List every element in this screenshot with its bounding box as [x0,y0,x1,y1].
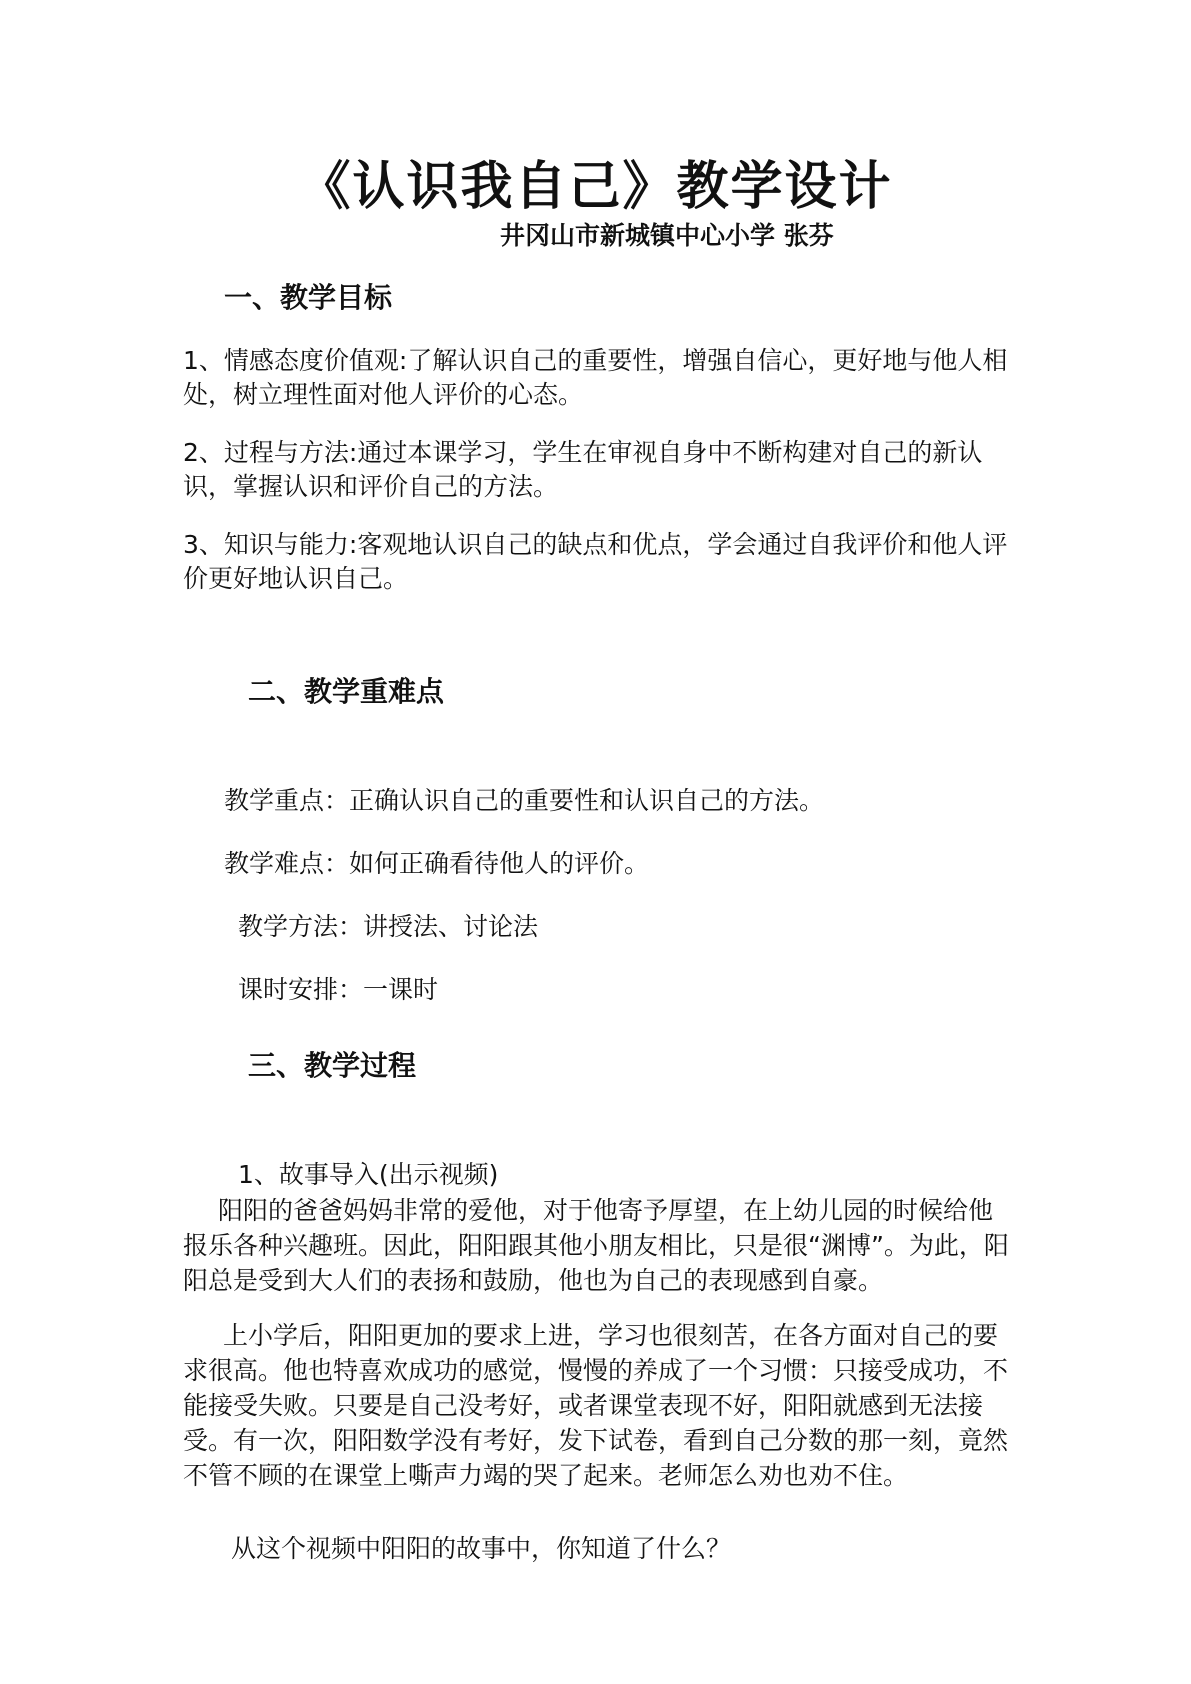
objective-item-1: 1、情感态度价值观:了解认识自己的重要性，增强自信心，更好地与他人相处，树立理性面对他人评价的心态。 [183,346,1008,409]
teaching-method-line: 教学方法：讲授法、讨论法 [238,912,539,941]
story-paragraph-1: 阳阳的爸爸妈妈非常的爱他，对于他寄予厚望，在上幼儿园的时候给他报乐各种兴趣班。因此，阳阳跟其他小朋友相比，只是很“渊博”。为此，阳阳总是受到大人们的表扬和鼓励，他也为自己的表现感到自豪。 [183,1196,1009,1295]
section-heading-process: 三、教学过程 [248,1049,417,1082]
story-question: 从这个视频中阳阳的故事中，你知道了什么？ [231,1534,732,1563]
key-point-line: 教学重点：正确认识自己的重要性和认识自己的方法。 [224,786,825,815]
document-title: 《认识我自己》教学设计 [298,157,893,217]
story-paragraph-2: 上小学后，阳阳更加的要求上进，学习也很刻苦，在各方面对自己的要求很高。他也特喜欢成功的感觉，慢慢的养成了一个习惯：只接受成功，不能接受失败。只要是自己没考好，或者课堂表现不好，阳阳就感到无法接受。有一次，阳阳数学没有考好，发下试卷，看到自己分数的那一刻，竟然不管不顾的在课堂上嘶声力竭的哭了起来。老师怎么劝也劝不住。 [183,1321,1009,1490]
section-heading-key-points: 二、教学重难点 [248,675,445,708]
difficulty-line: 教学难点：如何正确看待他人的评价。 [224,849,650,878]
section-heading-objectives: 一、教学目标 [224,281,393,314]
step-1-title: 1、故事导入(出示视频) [238,1160,499,1189]
objective-item-3: 3、知识与能力:客观地认识自己的缺点和优点，学会通过自我评价和他人评价更好地认识自己。 [183,530,1008,593]
schedule-line: 课时安排：一课时 [238,975,439,1004]
document-author: 井冈山市新城镇中心小学 张芬 [500,221,834,250]
objective-item-2: 2、过程与方法:通过本课学习，学生在审视自身中不断构建对自己的新认识，掌握认识和评价自己的方法。 [183,438,983,501]
